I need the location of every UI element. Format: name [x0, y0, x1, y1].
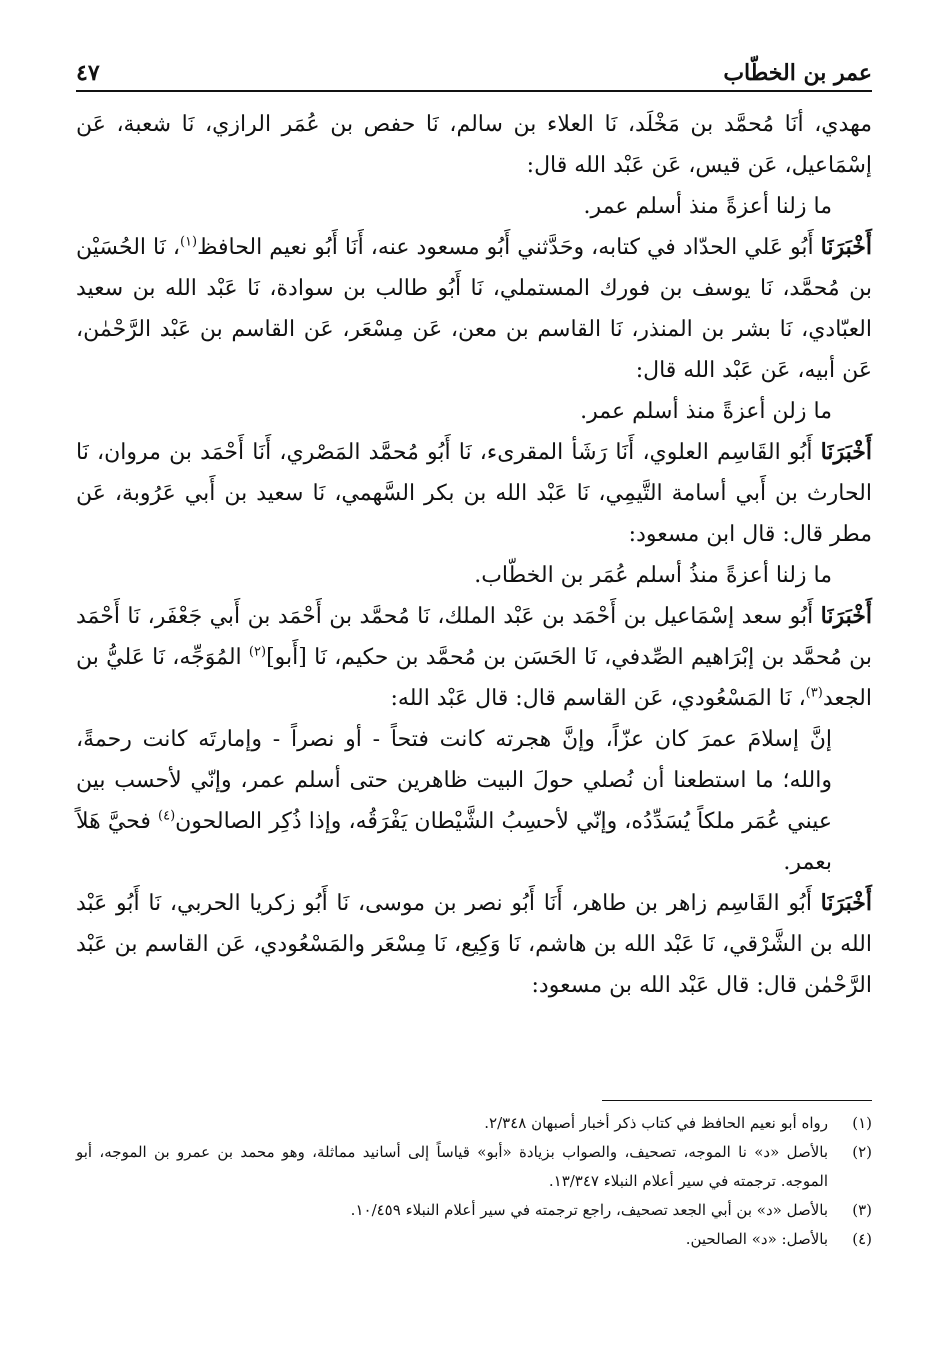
footnote-number: (٤) — [852, 1230, 872, 1248]
footnote-text: بالأصل: «د» الصالحين. — [685, 1230, 828, 1248]
text-segment: ما زلنا أعزةً منذ أسلم عمر. — [583, 194, 832, 219]
text-segment: فحيَّ هَلاً بعمر. — [76, 809, 832, 875]
paragraph — [76, 719, 872, 883]
footnote-text: بالأصل «د» بن أبي الجعد تصحيف، راجع ترجمته في سير أعلام النبلاء ١٠/٤٥٩. — [350, 1201, 828, 1219]
footnote-ref: (١) — [179, 234, 198, 250]
akhbarana-keyword: أَخْبَرَنَا — [820, 439, 872, 465]
header-title: عمر بن الخطّاب — [723, 60, 872, 86]
paragraph — [76, 432, 872, 555]
footnotes — [76, 1100, 872, 1254]
footnote — [76, 1138, 872, 1196]
footnote-number: (١) — [852, 1114, 872, 1132]
footnote — [76, 1109, 872, 1138]
quoted-narration — [76, 555, 872, 596]
footnote — [76, 1196, 872, 1225]
akhbarana-keyword: أَخْبَرَنَا — [820, 890, 872, 916]
main-text — [76, 104, 872, 1006]
running-header — [76, 60, 872, 92]
akhbarana-keyword: أَخْبَرَنَا — [820, 234, 872, 260]
footnote-ref: (٤) — [158, 808, 176, 824]
paragraph — [76, 227, 872, 391]
quoted-narration — [76, 186, 872, 227]
akhbarana-keyword: أَخْبَرَنَا — [820, 603, 872, 629]
paragraph — [76, 883, 872, 1006]
text-segment: مهدي، أنَا مُحمَّد بن مَخْلَد، نَا العلاء بن سالم، نَا حفص بن عُمَر الرازي، نَا شعبة، عَن إسْمَاعيل، عَن قيس، عَن عَبْد الله قال: — [76, 112, 872, 178]
footnote-text: بالأصل «د» نا الموجه، تصحيف، والصواب بزيادة «أبو» قياساً إلى أسانيد مماثلة، وهو محمد بن عمرو بن الموجه، أبو الموجه. ترجمته في سير أعلام النبلاء ١٣/٣٤٧. — [76, 1143, 828, 1190]
text-segment: المُوَجِّه، نَا عَليُّ بن الجعد — [76, 645, 872, 711]
text-segment: ، نَا المَسْعُودي، عَن القاسم قال: قال عَبْد الله: — [390, 686, 806, 711]
footnote-number: (٢) — [852, 1143, 872, 1161]
text-segment: أَبُو القَاسِم العلوي، أَنَا رَشَأ المقرىء، نَا أَبُو مُحمَّد المَصْري، أَنَا أَحْمَد بن مروان، نَا الحارث بن أَبي أسامة التَّيمِي، نَا عَبْد الله بن بكر السَّهمي، نَا سعيد بن أَبي عَرُوبة، عَن مطر قال: قال ابن مسعود: — [76, 440, 872, 547]
footnote-number: (٣) — [852, 1201, 872, 1219]
footnote-ref: (٣) — [805, 685, 823, 701]
footnote-separator — [602, 1100, 872, 1101]
quoted-narration — [76, 391, 872, 432]
text-segment: أَبُو سعد إسْمَاعيل بن أَحْمَد بن عَبْد الملك، نَا مُحمَّد بن أَحْمَد بن أَبي جَعْفَر، نَا أَحْمَد بن مُحمَّد بن إبْرَاهيم الصِّدفي، نَا الحَسَن بن مُحمَّد بن حكيم، نَا [أَبو] — [76, 604, 872, 670]
page-number: ٤٧ — [76, 60, 100, 86]
paragraph — [76, 104, 872, 186]
footnote-list — [76, 1109, 872, 1254]
footnote-text: رواه أبو نعيم الحافظ في كتاب ذكر أخبار أصبهان ٢/٣٤٨. — [484, 1114, 828, 1132]
text-segment: إنَّ إسلامَ عمرَ كان عزّاً، وإنَّ هجرته كانت فتحاً - أو نصراً - وإمارتَه كانت رحمةً، والله؛ ما استطعنا أن نُصلي حولَ البيت ظاهرين حتى أسلم عمر، وإنّي لأحسب بين عيني عُمَر ملكاً يُسَدِّدُه، وإنّي لأحسِبُ الشَّيْطان يَفْرَقُه، وإذا ذُكِر الصالحون — [76, 727, 833, 834]
footnote-ref: (٢) — [248, 644, 267, 660]
text-segment: ما زلن أعزةً منذ أسلم عمر. — [580, 399, 832, 424]
text-segment: ما زلنا أعزةً منذُ أسلم عُمَر بن الخطّاب. — [474, 563, 832, 588]
footnote — [76, 1225, 872, 1254]
text-segment: ، نَا الحُسَيْن بن مُحمَّد، نَا يوسف بن فورك المستملي، نَا أَبُو طالب بن سوادة، نَا عَبْد الله بن سعيد العبّادي، نَا بشر بن المنذر، نَا القاسم بن معن، عَن مِسْعَر، عَن القاسم بن عَبْد الرَّحْمٰن، عَن أبيه، عَن عَبْد الله قال: — [76, 235, 873, 383]
paragraph — [76, 596, 872, 719]
text-segment: أَبُو القَاسِم زاهر بن طاهر، أَنَا أَبُو نصر بن موسى، نَا أَبُو زكريا الحربي، نَا أَبُو عَبْد الله بن الشَّرْقي، نَا عَبْد الله بن هاشم، نَا وَكِيع، نَا مِسْعَر والمَسْعُودي، عَن القاسم بن عَبْد الرَّحْمٰن قال: قال عَبْد الله بن مسعود: — [76, 891, 872, 998]
text-segment: أَبُو عَلي الحدّاد في كتابه، وحَدَّثني أَبُو مسعود عنه، أَنَا أَبُو نعيم الحافظ — [197, 235, 821, 260]
